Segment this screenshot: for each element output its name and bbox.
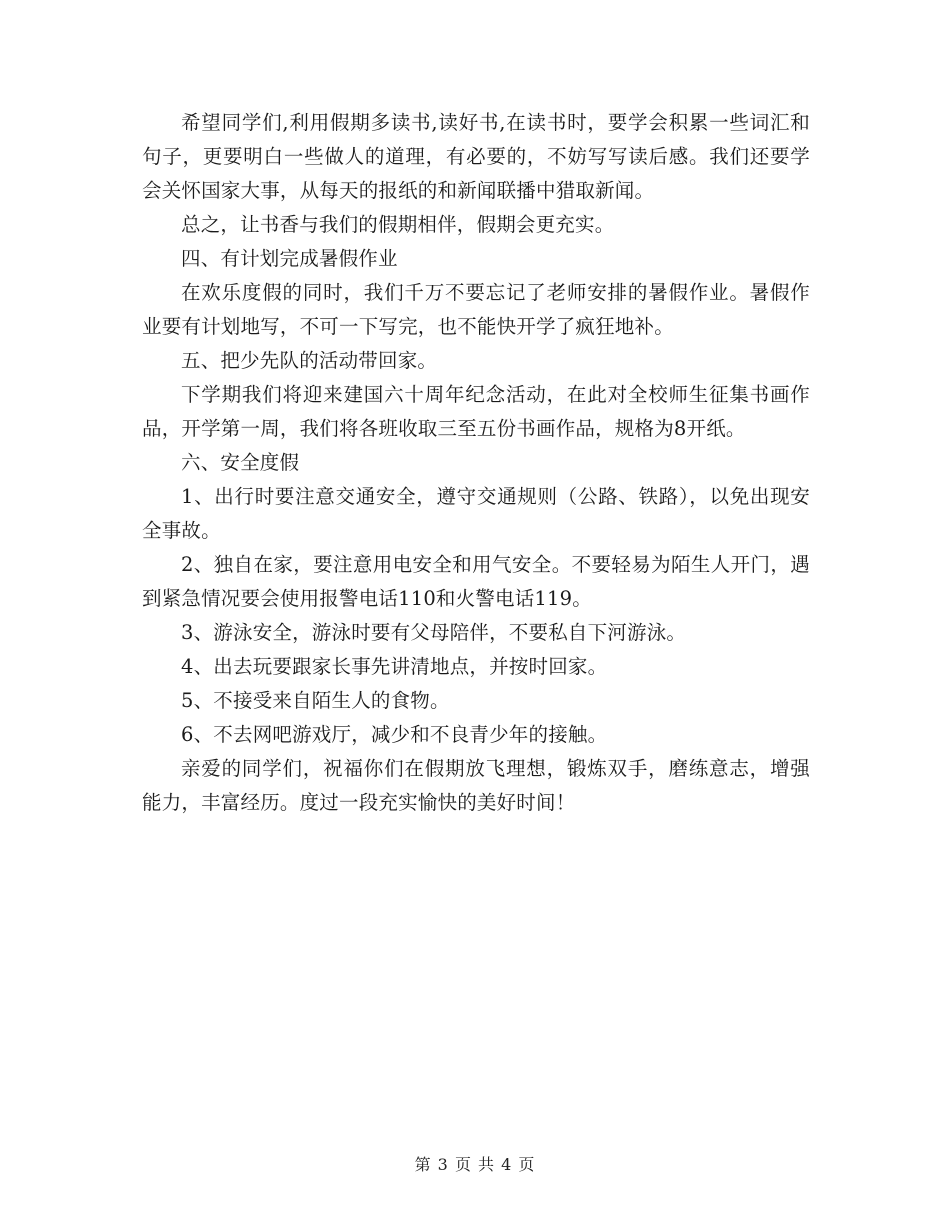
section-heading-homework: 四、有计划完成暑假作业 (181, 247, 398, 270)
paragraph-artwork-collection: 下学期我们将迎来建国六十周年纪念活动，在此对全校师生征集书画作品，开学第一周，我们将各班收取三至五份书画作品，规格为8开纸。 (142, 383, 810, 440)
safety-item-6: 6、不去网吧游戏厅，减少和不良青少年的接触。 (181, 723, 608, 746)
safety-item-1: 1、出行时要注意交通安全，遵守交通规则（公路、铁路），以免出现安全事故。 (142, 485, 810, 542)
section-heading-safety: 六、安全度假 (181, 451, 300, 474)
document-body (142, 106, 810, 820)
paragraph-homework: 在欢乐度假的同时，我们千万不要忘记了老师安排的暑假作业。暑假作业要有计划地写，不可一下写完，也不能快开学了疯狂地补。 (142, 281, 810, 338)
safety-item-5: 5、不接受来自陌生人的食物。 (181, 689, 450, 712)
page-footer (0, 1152, 950, 1175)
paragraph-reading-advice: 希望同学们,利用假期多读书,读好书,在读书时，要学会积累一些词汇和句子，更要明白一些做人的道理，有必要的，不妨写写读后感。我们还要学会关怀国家大事，从每天的报纸的和新闻联播中猎取新闻。 (142, 111, 810, 202)
safety-item-4: 4、出去玩要跟家长事先讲清地点，并按时回家。 (181, 655, 608, 678)
section-heading-young-pioneers: 五、把少先队的活动带回家。 (181, 349, 438, 372)
safety-item-2: 2、独自在家，要注意用电安全和用气安全。不要轻易为陌生人开门，遇到紧急情况要会使用报警电话110和火警电话119。 (142, 553, 810, 610)
paragraph-reading-summary: 总之，让书香与我们的假期相伴，假期会更充实。 (181, 213, 615, 236)
paragraph-closing-wishes: 亲爱的同学们，祝福你们在假期放飞理想，锻炼双手，磨练意志，增强能力，丰富经历。度过一段充实愉快的美好时间！ (142, 757, 810, 814)
safety-item-3: 3、游泳安全，游泳时要有父母陪伴，不要私自下河游泳。 (181, 621, 687, 644)
page-number-label: 第 3 页 共 4 页 (414, 1155, 536, 1174)
